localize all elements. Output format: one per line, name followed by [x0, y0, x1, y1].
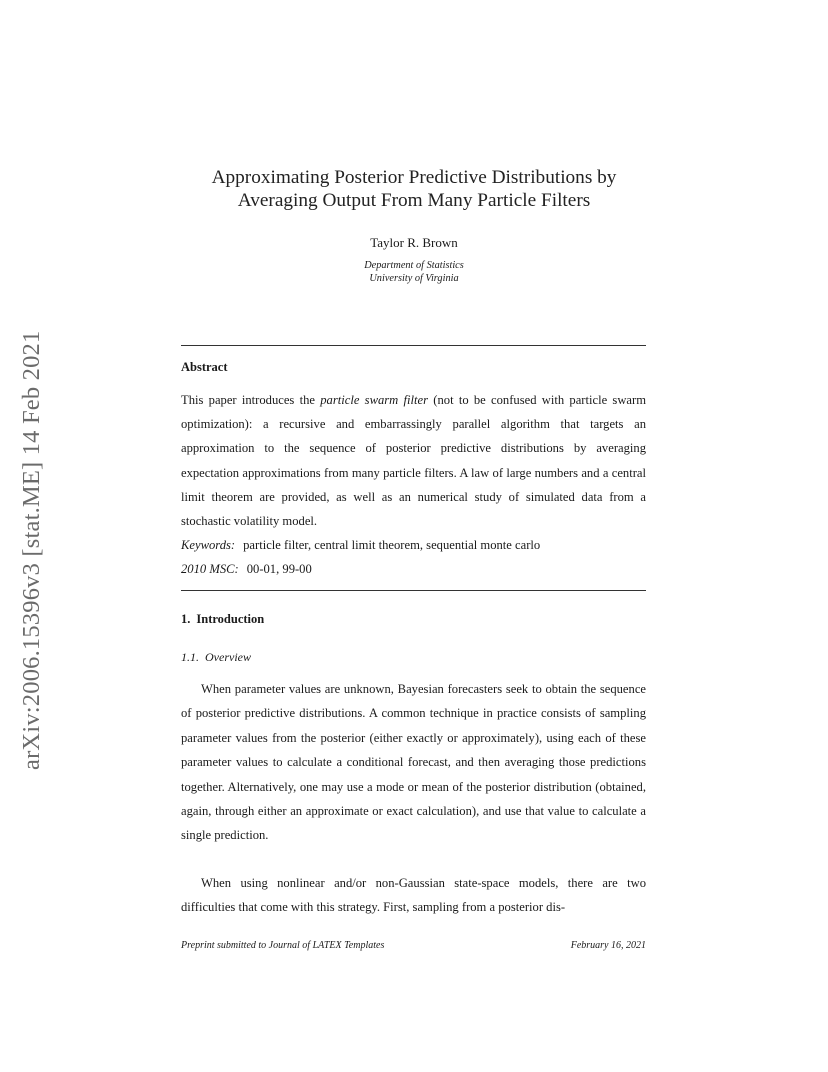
- abstract-heading: Abstract: [181, 360, 228, 374]
- subsection-title: Overview: [205, 650, 251, 664]
- author-name: Taylor R. Brown: [370, 235, 458, 250]
- keywords-label: Keywords:: [181, 538, 236, 552]
- keywords-line: [181, 538, 646, 553]
- keywords-value: particle filter, central limit theorem, sequential monte carlo: [243, 538, 541, 552]
- title-line-1: Approximating Posterior Predictive Distributions by: [211, 167, 617, 188]
- affiliation-department: Department of Statistics: [364, 260, 464, 271]
- subsection-number: 1.1.: [181, 650, 199, 664]
- subsection-heading: [181, 650, 251, 665]
- section-number: 1.: [181, 612, 191, 626]
- abstract-text-start: This paper introduces the: [181, 393, 321, 407]
- page-footer: [181, 940, 646, 951]
- section-title: Introduction: [196, 612, 265, 626]
- footer-date: February 16, 2021: [570, 940, 646, 951]
- title-line-2: Averaging Output From Many Particle Filters: [237, 190, 591, 211]
- abstract-text-rest: (not to be confused with particle swarm optimization): a recursive and embarrassingly parallel algorithm that targets an approximation to the sequence of posterior predictive distributions by averaging expectation approximations from many particle filters. A law of large numbers and a central limit theorem are provided, as well as an numerical study of simulated data from a stochastic volatility model.: [181, 393, 646, 529]
- abstract-text: [181, 388, 646, 533]
- footer-preprint-note: Preprint submitted to Journal of LATEX Templates: [181, 940, 385, 951]
- abstract-emphasis: particle swarm filter: [320, 393, 429, 407]
- abstract-bottom-rule: [181, 590, 646, 591]
- abstract-top-rule: [181, 345, 646, 346]
- section-heading: [181, 612, 264, 627]
- body-paragraph-1: When parameter values are unknown, Bayesian forecasters seek to obtain the sequence of posterior predictive distributions. A common technique in practice consists of sampling parameter values from the posterior (either exactly or approximately), using each of these parameter values to calculate a conditional forecast, and then averaging those predictions together. Alternatively, one may use a mode or mean of the posterior distribution (obtained, again, through either an approximate or exact calculation), and use that value to calculate a single prediction.: [181, 682, 646, 843]
- affiliation-university: University of Virginia: [369, 273, 459, 284]
- msc-value: 00-01, 99-00: [246, 562, 312, 576]
- arxiv-stamp: arXiv:2006.15396v3 [stat.ME] 14 Feb 2021: [18, 330, 45, 770]
- paper-title: [182, 166, 646, 212]
- body-paragraph-2: When using nonlinear and/or non-Gaussian state-space models, there are two difficulties that come with this strategy. First, sampling from a posterior dis-: [181, 876, 646, 915]
- affiliation: [182, 259, 646, 285]
- msc-label: 2010 MSC:: [181, 562, 239, 576]
- msc-line: [181, 562, 646, 577]
